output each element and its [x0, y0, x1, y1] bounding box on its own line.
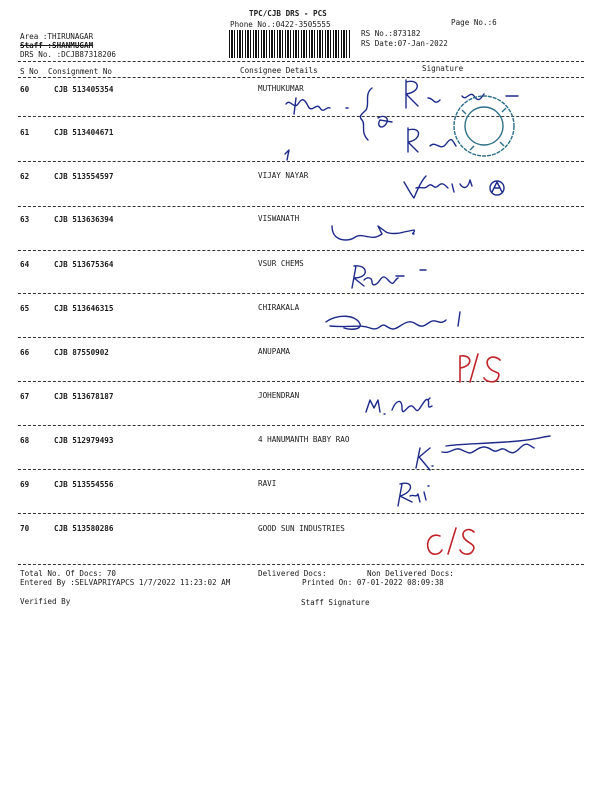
brace-mark: [360, 88, 372, 140]
row-sno: 70: [20, 524, 30, 533]
row-sno: 68: [20, 436, 30, 445]
row-consignment: CJB 513678187: [54, 392, 114, 401]
column-header-consignee: Consignee Details: [240, 66, 318, 75]
total-docs: Total No. Of Docs: 70: [20, 569, 117, 578]
entered-by: Entered By :SELVAPRIYAPCS 1/7/2022 11:23:02 AM: [20, 578, 231, 587]
row-sno: 63: [20, 215, 30, 224]
row-consignment: CJB 512979493: [54, 436, 114, 445]
non-delivered-docs: Non Delivered Docs:: [367, 569, 454, 578]
signature-hanumanth: [416, 436, 550, 470]
signature-ravi: [398, 483, 429, 506]
printed-on: Printed On: 07-01-2022 08:09:38: [302, 578, 444, 587]
row-consignment: CJB 513405354: [54, 85, 114, 94]
row-consignee: VSUR CHEMS: [258, 259, 304, 268]
signature-vsur: [352, 266, 426, 288]
row-sno: 69: [20, 480, 30, 489]
row-sno: 66: [20, 348, 30, 357]
signature-scribble: [286, 98, 348, 114]
signature-r-top: [406, 80, 518, 108]
row-consignment: CJB 513554597: [54, 172, 114, 181]
row-sno: 67: [20, 392, 30, 401]
row-consignee: 4 HANUMANTH BABY RAO: [258, 435, 350, 444]
signature-johendran: [366, 398, 432, 414]
signature-scribble: [378, 116, 392, 127]
staff-signature-label: Staff Signature: [301, 598, 370, 607]
column-header-signature: Signature: [422, 64, 464, 73]
column-header-consignment: Consignment No: [48, 67, 113, 76]
signature-chirakala: [326, 312, 460, 329]
row-consignee: RAVI: [258, 479, 277, 488]
signature-scribble: [285, 150, 289, 160]
cs-mark: [428, 528, 474, 554]
row-consignee: CHIRAKALA: [258, 303, 300, 312]
page-number: Page No.:6: [451, 18, 497, 27]
row-sno: 61: [20, 128, 30, 137]
signature-viswanath: [332, 226, 414, 240]
row-sno: 62: [20, 172, 30, 181]
row-sno: 60: [20, 85, 30, 94]
row-consignee: JOHENDRAN: [258, 391, 300, 400]
signature-r-bottom: [408, 128, 456, 152]
row-consignee: MUTHUKUMAR: [258, 84, 304, 93]
row-consignee: VISWANATH: [258, 214, 300, 223]
row-consignment: CJB 513646315: [54, 304, 114, 313]
row-consignment: CJB 513554556: [54, 480, 114, 489]
verified-by: Verified By: [20, 597, 71, 606]
area-label: Area :THIRUNAGAR: [20, 32, 94, 41]
row-sno: 65: [20, 304, 30, 313]
row-consignee: VIJAY NAYAR: [258, 171, 309, 180]
delivery-stamp: [454, 96, 514, 156]
row-consignee: GOOD SUN INDUSTRIES: [258, 524, 345, 533]
row-consignment: CJB 513404671: [54, 128, 114, 137]
document-title: TPC/CJB DRS - PCS: [249, 9, 327, 18]
ps-mark: [460, 354, 500, 382]
row-consignee: ANUPAMA: [258, 347, 291, 356]
staff-label: Staff :SHANMUGAM: [20, 41, 94, 50]
row-consignment: CJB 87550902: [54, 348, 109, 357]
signature-vijay: [404, 176, 472, 198]
rs-date: RS Date:07-Jan-2022: [361, 39, 448, 48]
column-header-sno: S No: [20, 67, 39, 76]
row-sno: 64: [20, 260, 30, 269]
row-consignment: CJB 513636394: [54, 215, 114, 224]
row-consignment: CJB 513580286: [54, 524, 114, 533]
drs-number: DRS No. :DCJB87318206: [20, 50, 117, 59]
rs-number: RS No.:873182: [361, 29, 421, 38]
delivered-docs: Delivered Docs:: [258, 569, 327, 578]
phone-number: Phone No.:0422-3505555: [230, 20, 331, 29]
row-consignment: CJB 513675364: [54, 260, 114, 269]
